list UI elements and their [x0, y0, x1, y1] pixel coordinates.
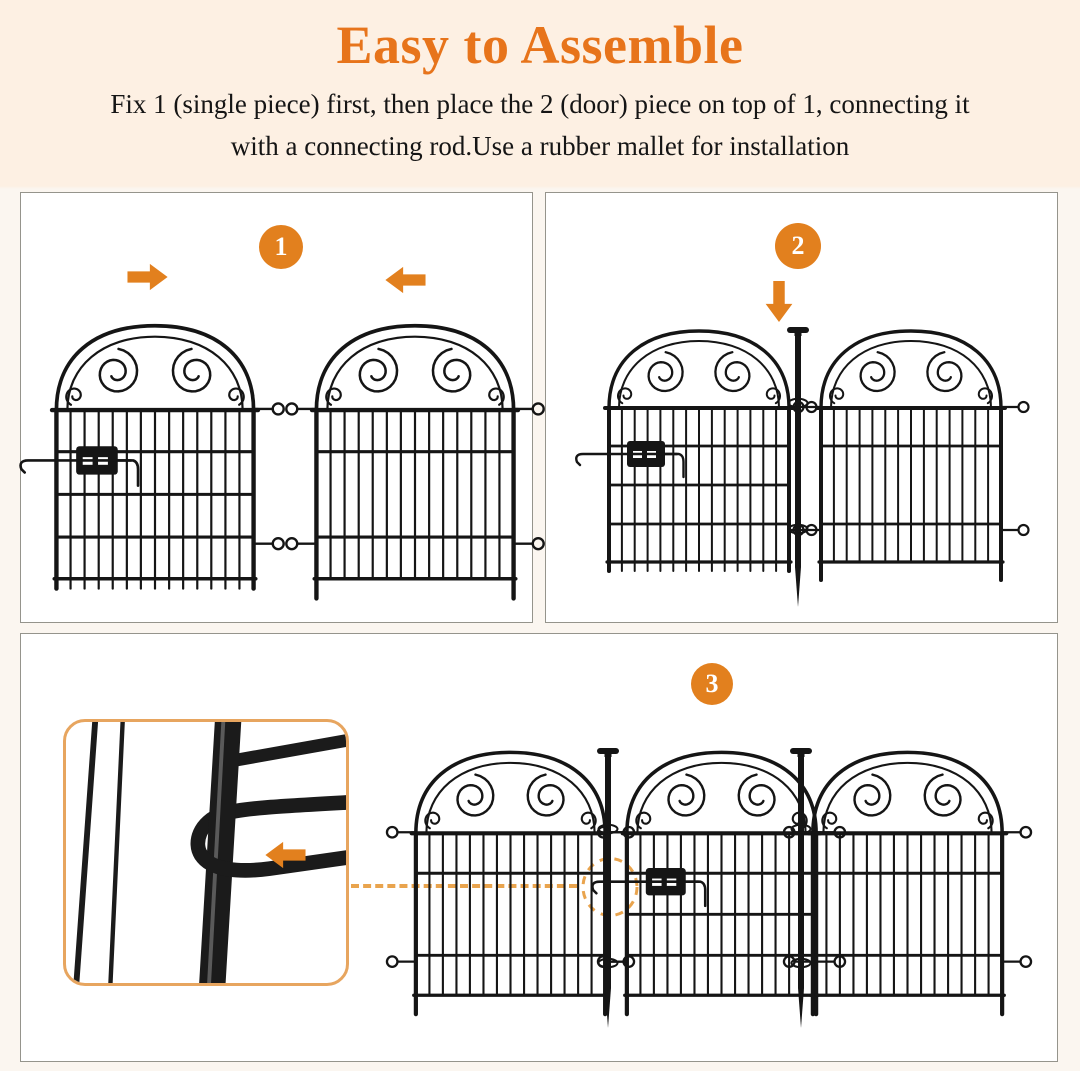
step-2-number: 2 [791, 231, 805, 260]
subtitle-line-1: Fix 1 (single piece) first, then place the 2 (door) piece on top of 1, connecting it [110, 89, 970, 120]
step-2-badge [775, 223, 821, 269]
arrow-down-icon [762, 281, 796, 323]
arrow-left-icon [264, 841, 306, 869]
fence-line-art [785, 324, 1037, 596]
arrow-right-icon [127, 263, 169, 291]
fence-line-art [775, 745, 1040, 1031]
page-title: Easy to Assemble [336, 15, 744, 75]
connection-detail-inset [63, 719, 349, 986]
step-3-badge [691, 663, 733, 705]
fence-line-art [277, 318, 553, 616]
header [0, 0, 1080, 168]
fence-single-piece-illustration [775, 745, 1040, 1031]
step-3-number: 3 [705, 669, 719, 698]
subtitle-line-2: with a connecting rod.Use a rubber mallet for installation [230, 131, 850, 162]
step-3-panel [20, 633, 1058, 1062]
step-2-panel [545, 192, 1058, 623]
fence-door-piece-illustration [17, 318, 293, 616]
step-1-panel [20, 192, 533, 623]
fence-line-art [17, 318, 293, 616]
step-1-badge [259, 225, 303, 269]
step-1-number: 1 [274, 232, 288, 261]
arrow-left-icon [384, 266, 426, 294]
fence-single-piece-illustration [277, 318, 553, 616]
fence-single-piece-illustration [785, 324, 1037, 596]
